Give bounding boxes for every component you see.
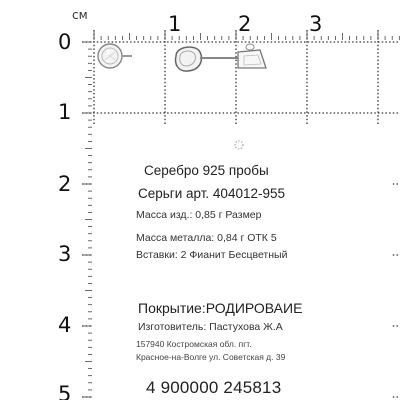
metal-weight: Масса металла: 0,84 г ОТК 5 [136,232,277,244]
address-line-2: Красное-на-Волге ул. Советская д. 39 [136,352,286,362]
stud-gem-icon [98,44,122,68]
earring-clasp-icon [176,44,267,71]
ruler-left-3: 3 [58,242,72,266]
ruler-top-3: 3 [309,12,323,36]
item-article: Серьги арт. 404012-955 [138,186,285,201]
ruler-left-2: 2 [58,172,72,196]
inserts: Вставки: 2 Фианит Бесцветный [136,249,288,261]
ruler-top-1: 1 [168,12,182,36]
manufacturer: Изготовитель: Пастухова Ж.А [138,321,283,333]
ruler-left-4: 4 [58,313,72,337]
barcode-number: 4 900000 245813 [146,378,282,397]
metal-purity: Серебро 925 пробы [144,163,269,178]
earring-image [88,38,288,88]
item-weight: Масса изд.: 0,85 г Размер [136,209,262,221]
ruler-unit-label: см [72,8,88,22]
label-body [92,125,392,400]
ruler-left-1: 1 [58,100,72,124]
hanger-hole-icon [229,135,249,155]
ruler-left-0: 0 [58,30,72,54]
address-line-1: 157940 Костромская обл. пгт. [136,339,252,349]
ruler-top-2: 2 [238,12,252,36]
coating: Покрытие:РОДИРОВАИЕ [138,300,303,316]
ruler-left-5: 5 [58,382,72,400]
